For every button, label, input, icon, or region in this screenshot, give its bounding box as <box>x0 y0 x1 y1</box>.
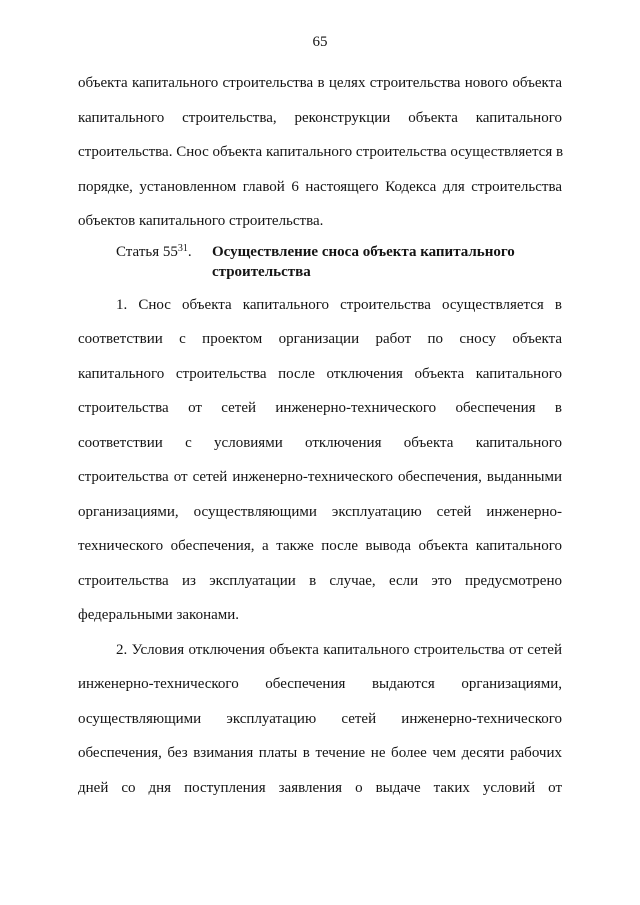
paragraph1-line: федеральными законами. <box>78 607 240 623</box>
intro-line: строительства. Снос объекта капитального строительства осуществляется в <box>78 144 564 160</box>
paragraph2-line: осуществляющими эксплуатацию сетей инженерно-технического <box>78 711 562 727</box>
paragraph1-line: организациями, осуществляющими эксплуатацию сетей инженерно- <box>78 504 562 520</box>
intro-line: объекта капитального строительства в целях строительства нового объекта <box>78 75 562 91</box>
article-label-suffix: . <box>187 244 192 260</box>
article-title <box>212 242 562 282</box>
intro-line: капитального строительства, реконструкции объекта капитального <box>78 110 562 126</box>
paragraph2-line: дней со дня поступления заявления о выдаче таких условий от <box>78 780 562 796</box>
article-label-text: Статья 55 <box>116 244 178 260</box>
paragraph1-line: 1. Снос объекта капитального строительства осуществляется в <box>116 297 562 313</box>
page-number: 65 <box>312 34 328 50</box>
paragraph2-line: инженерно-технического обеспечения выдаются организациями, <box>78 676 562 692</box>
paragraph2-line: 2. Условия отключения объекта капитального строительства от сетей <box>116 642 562 658</box>
paragraph1-line: соответствии с условиями отключения объекта капитального <box>78 435 562 451</box>
article-title-line: строительства <box>212 264 311 280</box>
article-title-line: Осуществление сноса объекта капитального <box>212 244 515 260</box>
paragraph1-line: капитального строительства после отключения объекта капитального <box>78 366 562 382</box>
intro-line: порядке, установленном главой 6 настоящего Кодекса для строительства <box>78 179 562 195</box>
paragraph1-line: технического обеспечения, а также после вывода объекта капитального <box>78 538 562 554</box>
article-label <box>116 242 192 262</box>
paragraph2-line: обеспечения, без взимания платы в течение не более чем десяти рабочих <box>78 745 562 761</box>
paragraph1-line: соответствии с проектом организации работ по сносу объекта <box>78 331 562 347</box>
paragraph1-line: строительства из эксплуатации в случае, если это предусмотрено <box>78 573 562 589</box>
paragraph1-line: строительства от сетей инженерно-технического обеспечения, выданными <box>78 469 562 485</box>
paragraph1-line: строительства от сетей инженерно-технического обеспечения в <box>78 400 562 416</box>
article-label-sup: 31 <box>177 243 188 254</box>
intro-line: объектов капитального строительства. <box>78 213 324 229</box>
